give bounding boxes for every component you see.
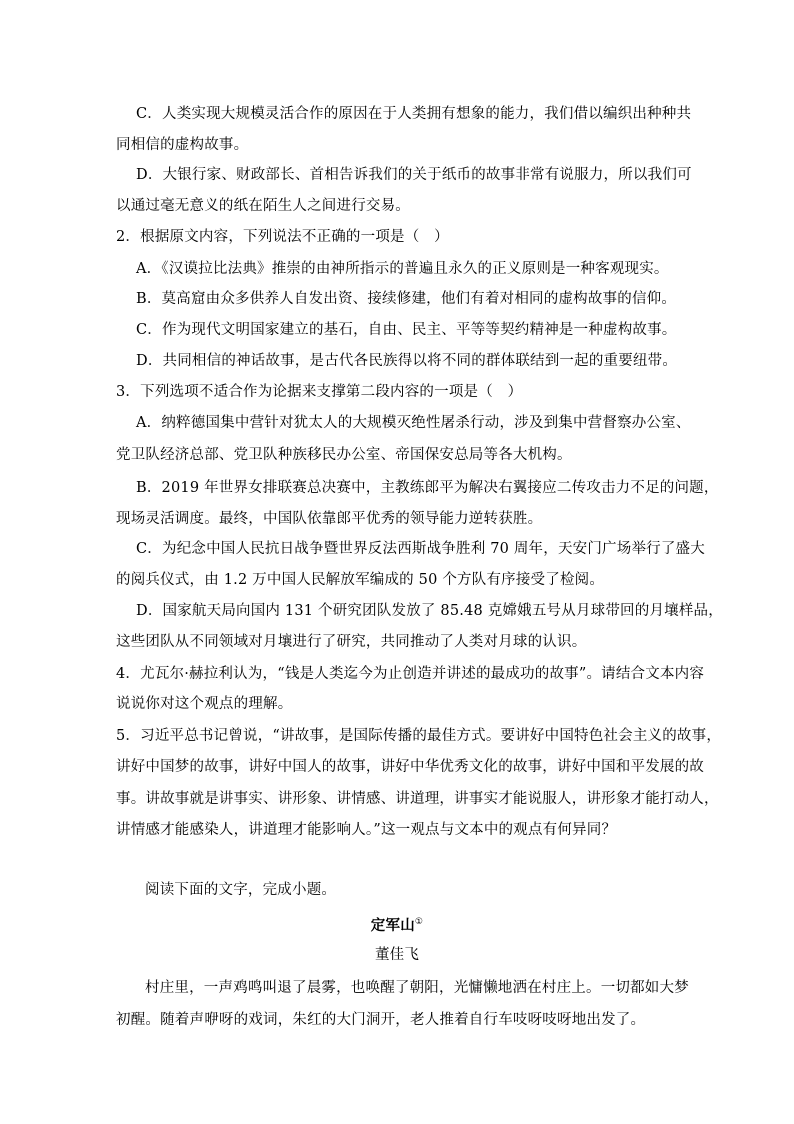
story-paragraph-line2: 初醒。随着声咿呀的戏词，朱红的大门洞开，老人推着自行车吱呀吱呀地出发了。 <box>116 1012 646 1028</box>
q5-stem-line3: 事。讲故事就是讲事实、讲形象、讲情感、讲道理，讲事实才能说服人，讲形象才能打动人， <box>116 791 719 807</box>
q1-option-d-line1: D．大银行家、财政部长、首相告诉我们的关于纸币的故事非常有说服力，所以我们可 <box>136 167 692 183</box>
q4-stem-line2: 说说你对这个观点的理解。 <box>116 696 293 712</box>
q3-option-d-line2: 这些团队从不同领域对月壤进行了研究，共同推动了人类对月球的认识。 <box>116 634 587 650</box>
q5-stem-line4: 讲情感才能感染人，讲道理才能影响人。”这一观点与文本中的观点有何异同？ <box>116 822 617 838</box>
q3-stem: 3．下列选项不适合作为论据来支撑第二段内容的一项是（ ） <box>116 384 523 400</box>
q1-option-c-line2: 同相信的虚构故事。 <box>116 137 249 153</box>
q3-option-b-line1: B．2019 年世界女排联赛总决赛中，主教练郎平为解决右翼接应二传攻击力不足的问题， <box>136 480 719 496</box>
q3-option-c-line2: 的阅兵仪式，由 1.2 万中国人民解放军编成的 50 个方队有序接受了检阅。 <box>116 572 605 588</box>
q4-stem-line1: 4．尤瓦尔·赫拉利认为，“钱是人类迄今为止创造并讲述的最成功的故事”。请结合文本内容 <box>116 666 705 682</box>
story-title <box>0 912 794 936</box>
q2-option-b: B．莫高窟由众多供养人自发出资、接续修建，他们有着对相同的虚构故事的信仰。 <box>136 291 677 307</box>
story-title-text: 定军山 <box>370 917 415 934</box>
q3-option-b-line2: 现场灵活调度。最终，中国队依靠郎平优秀的领导能力逆转获胜。 <box>116 511 543 527</box>
q3-option-a-line2: 党卫队经济总部、党卫队种族移民办公室、帝国保安总局等各大机构。 <box>116 447 572 463</box>
q5-stem-line1: 5．习近平总书记曾说，“讲故事，是国际传播的最佳方式。要讲好中国特色社会主义的故事， <box>116 728 722 744</box>
q3-option-a-line1: A．纳粹德国集中营针对犹太人的大规模灭绝性屠杀行动，涉及到集中营督察办公室、 <box>136 415 691 431</box>
q2-option-c: C．作为现代文明国家建立的基石，自由、民主、平等等契约精神是一种虚构故事。 <box>136 322 677 338</box>
q1-option-c-line1: C．人类实现大规模灵活合作的原因在于人类拥有想象的能力，我们借以编织出种种共 <box>136 106 692 122</box>
story-author: 董佳飞 <box>374 947 420 963</box>
q3-option-c-line1: C．为纪念中国人民抗日战争暨世界反法西斯战争胜利 70 周年，天安门广场举行了盛大 <box>136 541 705 557</box>
q2-option-a: A．《汉谟拉比法典》推崇的由神所指示的普遍且永久的正义原则是一种客观现实。 <box>136 261 669 277</box>
q5-stem-line2: 讲好中国梦的故事，讲好中国人的故事，讲好中华优秀文化的故事，讲好中国和平发展的故 <box>116 759 704 775</box>
story-paragraph-line1: 村庄里，一声鸡鸣叫退了晨雾，也唤醒了朝阳，光慵懒地洒在村庄上。一切都如大梦 <box>145 980 689 996</box>
footnote-marker: ① <box>414 917 424 927</box>
q3-option-d-line1: D．国家航天局向国内 131 个研究团队发放了 85.48 克嫦娥五号从月球带回的月壤样品， <box>136 603 723 619</box>
q1-option-d-line2: 以通过毫无意义的纸在陌生人之间进行交易。 <box>116 198 410 214</box>
reading-instruction: 阅读下面的文字，完成小题。 <box>145 882 337 898</box>
q2-option-d: D．共同相信的神话故事，是古代各民族得以将不同的群体联结到一起的重要纽带。 <box>136 353 678 369</box>
q2-stem: 2．根据原文内容，下列说法不正确的一项是（ ） <box>116 229 449 245</box>
